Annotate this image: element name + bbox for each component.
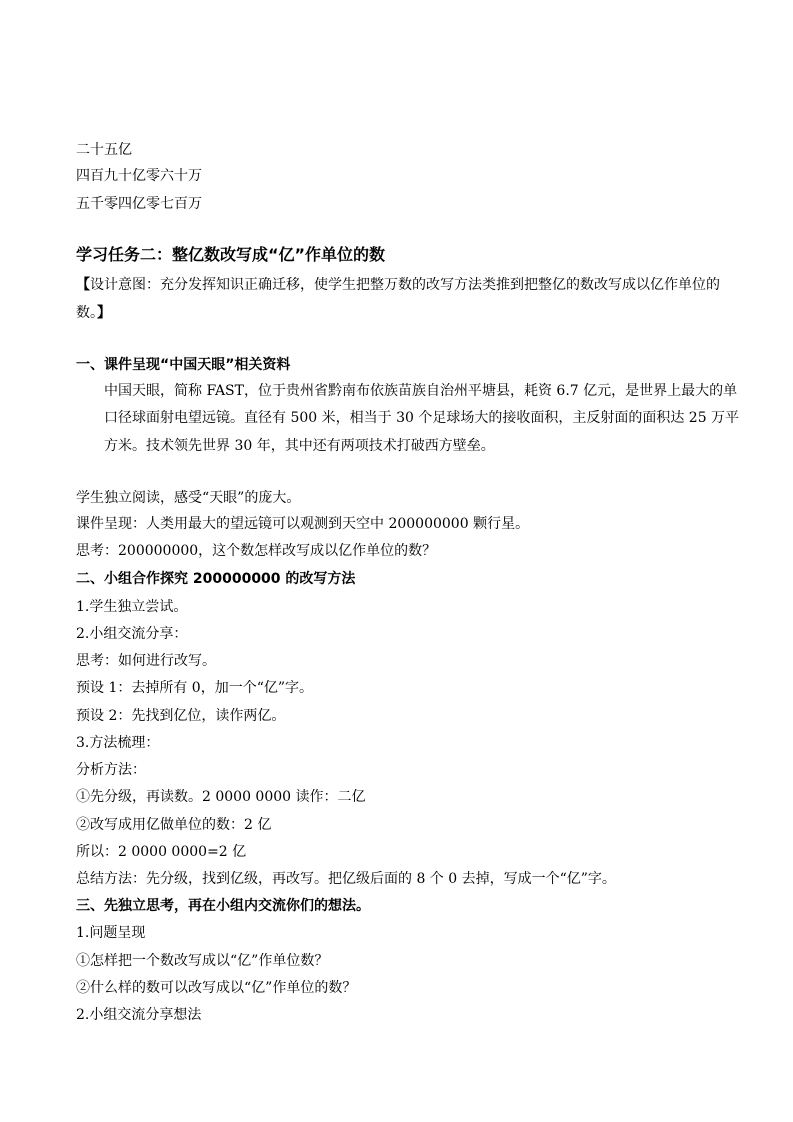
paragraph-line: 方米。技术领先世界 30 年，其中还有两项技术打破西方壁垒。 bbox=[104, 438, 495, 454]
section-heading: 二、小组合作探究 200000000 的改写方法 bbox=[76, 571, 356, 587]
section-heading: 三、先独立思考，再在小组内交流你们的想法。 bbox=[76, 898, 370, 914]
paragraph-line: 中国天眼，简称 FAST，位于贵州省黔南布依族苗族自治州平塘县，耗资 6.7 亿元，是世界上最大的单 bbox=[104, 383, 738, 399]
text-line: 分析方法： bbox=[76, 762, 146, 778]
section-heading: 一、课件呈现“中国天眼”相关资料 bbox=[76, 357, 291, 373]
text-line: 1.问题呈现 bbox=[76, 925, 146, 941]
text-line: 五千零四亿零七百万 bbox=[76, 196, 202, 212]
text-line: 1.学生独立尝试。 bbox=[76, 599, 188, 615]
text-line: 预设 2：先找到亿位，读作两亿。 bbox=[76, 708, 286, 724]
text-line: 四百九十亿零六十万 bbox=[76, 168, 202, 184]
text-line: 总结方法：先分级，找到亿级，再改写。把亿级后面的 8 个 0 去掉，写成一个“亿”字。 bbox=[76, 871, 616, 887]
text-line: 2.小组交流分享： bbox=[76, 626, 188, 642]
text-line: ②什么样的数可以改写成以“亿”作单位的数？ bbox=[76, 980, 357, 996]
text-line: 课件呈现：人类用最大的望远镜可以观测到天空中 200000000 颗行星。 bbox=[76, 516, 530, 532]
text-line: ②改写成用亿做单位的数：2 亿 bbox=[76, 817, 272, 833]
text-line: ①先分级，再读数。2 0000 0000 读作：二亿 bbox=[76, 789, 366, 805]
text-line: 预设 1：去掉所有 0，加一个“亿”字。 bbox=[76, 680, 314, 696]
bracket-open: 【 bbox=[76, 277, 90, 293]
text-line: 思考：200000000，这个数怎样改写成以亿作单位的数？ bbox=[76, 543, 437, 559]
design-intent-line-1 bbox=[76, 275, 720, 295]
bracket-close: 】 bbox=[97, 305, 111, 321]
text-line: 2.小组交流分享想法 bbox=[76, 1007, 202, 1023]
paragraph-line: 口径球面射电望远镜。直径有 500 米，相当于 30 个足球场大的接收面积，主反射面的面积达 25 万平 bbox=[104, 410, 740, 426]
text-line: ①怎样把一个数改写成以“亿”作单位数？ bbox=[76, 953, 329, 969]
design-intent-text: 数。 bbox=[76, 305, 97, 321]
design-intent-text: 设计意图：充分发挥知识正确迁移，使学生把整万数的改写方法类推到把整亿的数改写成以亿作单位的 bbox=[90, 277, 720, 293]
text-line: 二十五亿 bbox=[76, 142, 132, 158]
design-intent-line-2 bbox=[76, 303, 111, 323]
text-line: 所以：2 0000 0000=2 亿 bbox=[76, 844, 247, 860]
text-line: 3.方法梳理： bbox=[76, 735, 160, 751]
task-title: 学习任务二：整亿数改写成“亿”作单位的数 bbox=[76, 245, 386, 264]
text-line: 学生独立阅读，感受“天眼”的庞大。 bbox=[76, 490, 301, 506]
text-line: 思考：如何进行改写。 bbox=[76, 653, 216, 669]
